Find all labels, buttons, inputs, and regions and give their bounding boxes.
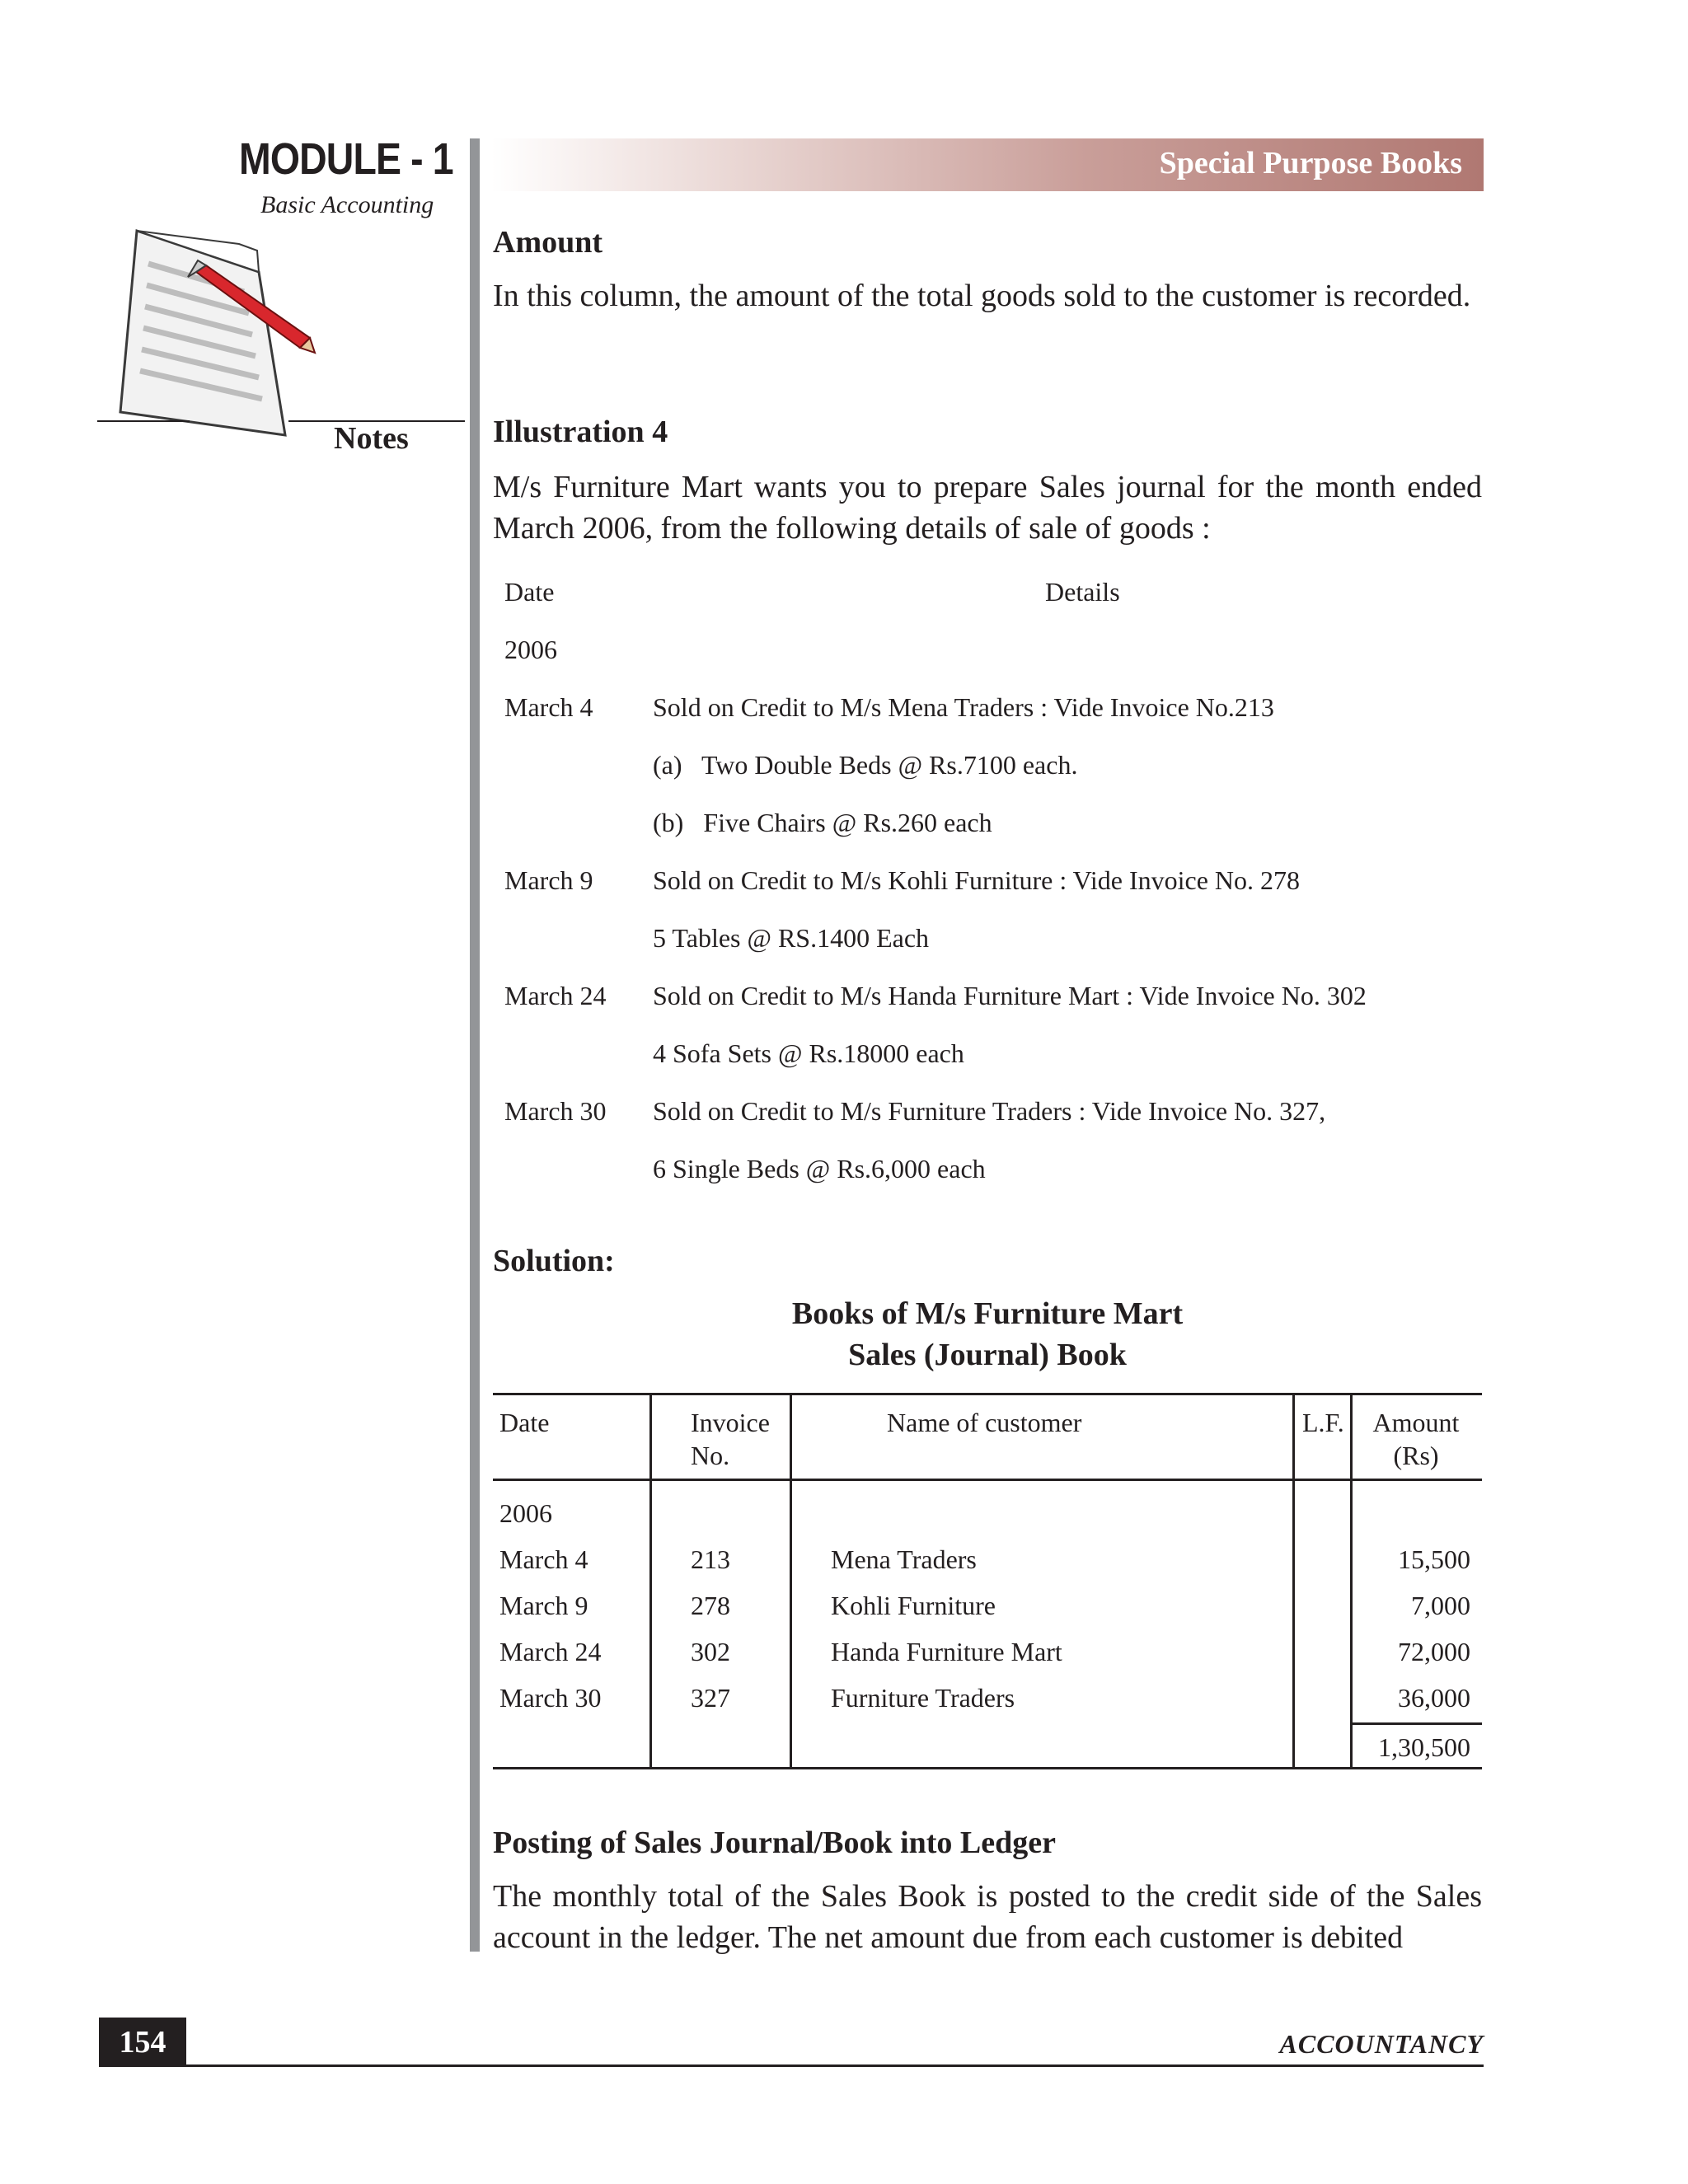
notes-pencil-icon [97, 221, 369, 460]
margin-divider [470, 138, 480, 1952]
entry-text: Sold on Credit to M/s Kohli Furniture : Vide Invoice No. 278 [653, 865, 1300, 895]
notes-label: Notes [334, 421, 409, 456]
row-date: March 24 [499, 1637, 602, 1666]
section-banner [491, 138, 1484, 191]
entry-text: (a) Two Double Beds @ Rs.7100 each. [653, 750, 1078, 780]
amount-text: In this column, the amount of the total goods sold to the customer is recorded. [493, 279, 1471, 313]
notes-rule-left [97, 420, 190, 422]
book-title: Books of M/s Furniture Mart [791, 1296, 1184, 1331]
posting-heading: Posting of Sales Journal/Book into Ledger [493, 1825, 1056, 1860]
row-name: Furniture Traders [831, 1683, 1015, 1713]
row-invoice: 302 [691, 1637, 730, 1666]
solution-heading: Solution: [493, 1244, 615, 1278]
row-amount: 7,000 [1411, 1591, 1470, 1620]
row-date: March 9 [499, 1591, 588, 1620]
col-header-invoice-no: No. [691, 1441, 730, 1470]
entry-text: Sold on Credit to M/s Furniture Traders : Vide Invoice No. 327, [653, 1096, 1326, 1126]
row-name: Mena Traders [831, 1544, 977, 1574]
details-details-header: Details [1045, 577, 1120, 607]
row-invoice: 213 [691, 1544, 730, 1574]
details-year: 2006 [504, 635, 557, 664]
col-header-amount-unit: (Rs) [1393, 1441, 1439, 1470]
entry-text: (b) Five Chairs @ Rs.260 each [653, 808, 992, 837]
col-header-lf: L.F. [1302, 1408, 1344, 1437]
col-header-invoice: Invoice [691, 1408, 770, 1437]
posting-text: The monthly total of the Sales Book is posted to the credit side of the Sales account in the ledger. The net amount due from each customer is debited [493, 1879, 1482, 1955]
sales-journal-table [493, 1393, 1482, 1769]
column-rule [1292, 1393, 1295, 1769]
module-subtitle: Basic Accounting [260, 191, 434, 218]
table-header-rule [493, 1479, 1482, 1481]
row-date: March 30 [499, 1683, 602, 1713]
row-amount: 36,000 [1398, 1683, 1470, 1713]
page-number: 154 [99, 2018, 186, 2067]
col-header-amount: Amount [1372, 1408, 1460, 1437]
section-title: Special Purpose Books [1159, 146, 1462, 180]
row-amount: 72,000 [1398, 1637, 1470, 1666]
entry-date: March 9 [504, 865, 593, 895]
total-amount: 1,30,500 [1378, 1732, 1470, 1762]
entry-text: 6 Single Beds @ Rs.6,000 each [653, 1154, 986, 1183]
col-header-date: Date [499, 1408, 550, 1437]
illustration-heading: Illustration 4 [493, 415, 668, 449]
row-amount: 15,500 [1398, 1544, 1470, 1574]
illustration-text: M/s Furniture Mart wants you to prepare Sales journal for the month ended March 2006, from the following details of sale of goods : [493, 470, 1482, 546]
table-top-rule [493, 1393, 1482, 1395]
entry-date: March 4 [504, 692, 593, 722]
table-year: 2006 [499, 1498, 552, 1528]
entry-text: Sold on Credit to M/s Mena Traders : Vide Invoice No.213 [653, 692, 1274, 722]
footer-rule [99, 2064, 1484, 2067]
entry-text: 4 Sofa Sets @ Rs.18000 each [653, 1038, 964, 1068]
entry-date: March 24 [504, 981, 607, 1010]
book-subtitle: Sales (Journal) Book [848, 1338, 1127, 1372]
col-header-name: Name of customer [887, 1408, 1082, 1437]
table-bottom-rule [493, 1767, 1482, 1769]
amount-heading: Amount [493, 225, 603, 260]
row-date: March 4 [499, 1544, 588, 1574]
row-invoice: 327 [691, 1683, 730, 1713]
footer-subject: ACCOUNTANCY [1279, 2029, 1484, 2059]
column-rule [790, 1393, 792, 1769]
entry-text: Sold on Credit to M/s Handa Furniture Mart : Vide Invoice No. 302 [653, 981, 1367, 1010]
module-title: MODULE - 1 [239, 134, 453, 184]
entry-text: 5 Tables @ RS.1400 Each [653, 923, 930, 953]
total-rule [1350, 1722, 1482, 1725]
row-invoice: 278 [691, 1591, 730, 1620]
row-name: Handa Furniture Mart [831, 1637, 1062, 1666]
column-rule [649, 1393, 652, 1769]
entry-date: March 30 [504, 1096, 607, 1126]
details-date-header: Date [504, 577, 555, 607]
row-name: Kohli Furniture [831, 1591, 996, 1620]
